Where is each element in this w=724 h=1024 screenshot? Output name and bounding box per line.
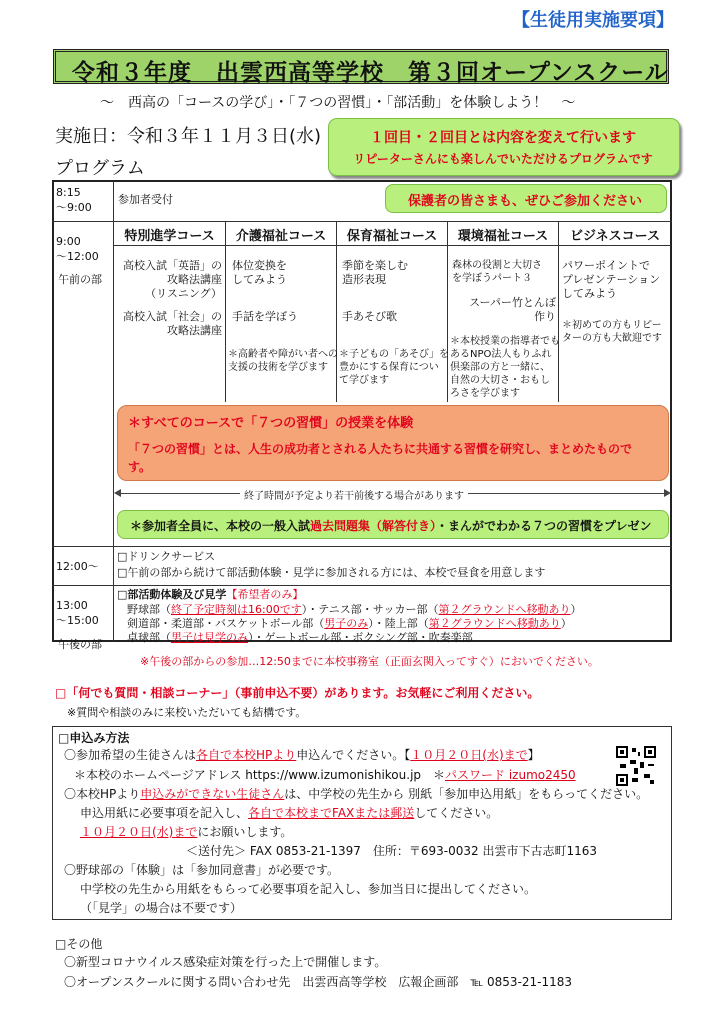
club-heading-note: 【希望者のみ】 bbox=[226, 588, 304, 601]
app-emphasis: 各自で本校までFAXまたは郵送 bbox=[248, 806, 415, 820]
morning-time: 9:00 ～12:00 bbox=[56, 235, 99, 263]
course-item: 手あそび歌 bbox=[342, 310, 397, 323]
club-text: ）・ゲートボール部・ボクシング部・吹奏楽部 bbox=[248, 631, 473, 644]
club-emphasis: 男子のみ bbox=[324, 617, 369, 630]
club-emphasis: 第２グラウンドへ移動あり bbox=[428, 617, 561, 630]
app-line1 bbox=[64, 748, 540, 762]
club-emphasis: 終了予定時刻は16:00です bbox=[171, 603, 302, 616]
app-deadline: １０月２０日(水)まで bbox=[410, 748, 528, 762]
club-text: ）・陸上部（ bbox=[368, 617, 429, 630]
notice-line1: １回目・２回目とは内容を変えて行います bbox=[370, 130, 636, 146]
course-item: 季節を楽しむ 造形表現 bbox=[342, 259, 408, 286]
habits-title: ＊すべてのコースで「７つの習慣」の授業を体験 bbox=[128, 416, 414, 431]
club-text: 剣道部・柔道部・バスケットボール部（ bbox=[127, 617, 325, 630]
qr-code-icon bbox=[616, 746, 656, 786]
row-divider bbox=[52, 546, 672, 547]
gift-line bbox=[130, 517, 652, 534]
club-text: ） bbox=[570, 603, 582, 616]
app-text: 申込んでください。【 bbox=[296, 748, 411, 762]
app-emphasis: 各自で本校HPより bbox=[196, 748, 297, 762]
app-line8: 中学校の先生から用紙をもらって必要事項を記入し、参加当日に提出してください。 bbox=[80, 882, 537, 896]
qa-corner: □「何でも質問・相談コーナー」（事前申込不要）があります。お気軽にご利用ください。 bbox=[55, 686, 540, 700]
lunch-line2: □午前の部から続けて部活動体験・見学に参加される方には、本校で昼食を用意します bbox=[117, 566, 546, 579]
qa-note: ※質問や相談のみに来校いただいても結構です。 bbox=[67, 706, 307, 719]
app-text: にお願いします。 bbox=[197, 825, 293, 839]
club-text: ） bbox=[560, 617, 572, 630]
course-note: ＊子どもの「あそび」を 豊かにする保育につい て学びます bbox=[339, 349, 449, 386]
app-line4 bbox=[80, 806, 498, 820]
reception-time: 8:15 ～9:00 bbox=[56, 186, 92, 214]
program-heading: プログラム bbox=[55, 158, 145, 179]
app-line2 bbox=[74, 768, 576, 782]
club-text: ）・テニス部・サッカー部（ bbox=[301, 603, 439, 616]
app-deadline: １０月２０日(水)まで bbox=[80, 825, 198, 839]
course-note: ＊高齢者や障がい者への 支援の技術を学びます bbox=[228, 349, 338, 373]
club-line3 bbox=[127, 631, 473, 645]
homepage-address: ＊本校のホームページアドレス https://www.izumonishikou.jp ＊ bbox=[74, 768, 446, 782]
club-heading bbox=[117, 588, 303, 602]
club-line1 bbox=[127, 603, 582, 617]
lunch-time: 12:00～ bbox=[56, 560, 99, 573]
row-divider bbox=[52, 221, 672, 222]
course-name-kaigo: 介護福祉コース bbox=[235, 229, 327, 244]
page-title: 令和３年度 出雲西高等学校 第３回オープンスクール bbox=[72, 60, 669, 86]
afternoon-arrival-note: ※午後の部からの参加…12:50までに本校事務室（正面玄関入ってすぐ）においでください。 bbox=[140, 655, 599, 668]
document-tag: 【生徒用実施要項】 bbox=[512, 10, 674, 31]
time-column-divider bbox=[113, 181, 114, 641]
club-text: 野球部（ bbox=[127, 603, 171, 616]
course-note: ＊本校授業の指導者でも あるNPO法人もりふれ 倶楽部の方と一緒に、 自然の大切さ・おもし ろさを学びます bbox=[450, 336, 560, 399]
guardian-note: 保護者の皆さまも、ぜひご参加ください bbox=[407, 194, 642, 209]
app-text: 〇本校HPより bbox=[64, 787, 141, 801]
app-text: 】 bbox=[527, 748, 540, 762]
app-text: は、中学校の先生から 別紙「参加申込用紙」をもらってください。 bbox=[284, 787, 649, 801]
other-heading: □その他 bbox=[55, 937, 103, 951]
course-item: 森林の役割と大切さ を学ぼうパート３ bbox=[452, 260, 542, 284]
afternoon-time: 13:00 ～15:00 bbox=[56, 599, 99, 627]
other-line1: 〇新型コロナウイルス感染症対策を行った上で開催します。 bbox=[64, 955, 387, 969]
application-heading: □申込み方法 bbox=[58, 731, 130, 745]
app-send-to: ＜送付先＞ FAX 0853-21-1397 住所：〒693-0032 出雲市下古志町1163 bbox=[186, 844, 597, 858]
app-line7: 〇野球部の「体験」は「参加同意書」が必要です。 bbox=[64, 863, 340, 877]
app-emphasis: 申込みができない生徒さん bbox=[140, 787, 285, 801]
app-text: 〇参加希望の生徒さんは bbox=[64, 748, 197, 762]
subtitle: ～ 西高の「コースの学び」・「７つの習慣」・「部活動」を体験しよう！ ～ bbox=[100, 95, 576, 111]
habits-description: 「７つの習慣」とは、人生の成功者とされる人たちに共通する習慣を研究し、まとめたもので す。 bbox=[128, 442, 633, 474]
course-item: 体位変換を してみよう bbox=[232, 259, 287, 286]
course-name-business: ビジネスコース bbox=[570, 229, 660, 244]
course-item: 高校入試「英語」の 攻略法講座 （リスニング） bbox=[123, 259, 222, 300]
course-item: パワーポイントで プレゼンテーション してみよう bbox=[562, 259, 661, 300]
app-text: 申込用紙に必要事項を記入し、 bbox=[80, 806, 249, 820]
lunch-line1: □ドリンクサービス bbox=[117, 550, 216, 563]
club-emphasis: 男子は見学のみ bbox=[171, 631, 248, 644]
contact-info: 〇オープンスクールに関する問い合わせ先 出雲西高等学校 広報企画部 ℡ 0853-21-1183 bbox=[64, 975, 573, 989]
password: パスワード izumo2450 bbox=[445, 768, 576, 782]
course-header-line bbox=[114, 245, 671, 246]
app-line3 bbox=[64, 787, 648, 801]
club-heading-text: □部活動体験及び見学 bbox=[117, 588, 227, 601]
morning-label: 午前の部 bbox=[58, 273, 102, 286]
arrow-right-icon bbox=[664, 489, 671, 497]
course-item: スーパー竹とんぼ 作り bbox=[469, 296, 556, 323]
gift-prefix: ＊参加者全員に、本校の一般入試 bbox=[130, 519, 311, 533]
club-emphasis: 第２グラウンドへ移動あり bbox=[438, 603, 571, 616]
course-divider bbox=[336, 222, 337, 402]
arrow-left-icon bbox=[114, 489, 121, 497]
row-divider bbox=[52, 585, 672, 586]
gift-highlight: 過去問題集（解答付き） bbox=[310, 519, 437, 533]
course-name-hoiku: 保育福祉コース bbox=[346, 229, 438, 244]
afternoon-label: 午後の部 bbox=[58, 638, 102, 651]
gift-suffix: ・まんがでわかる７つの習慣をプレゼン bbox=[436, 519, 652, 533]
app-line5 bbox=[80, 825, 292, 839]
course-item: 高校入試「社会」の 攻略法講座 bbox=[123, 310, 222, 337]
app-line9: （「見学」の場合は不要です） bbox=[80, 901, 243, 915]
course-name-kankyo: 環境福祉コース bbox=[457, 229, 549, 244]
club-line2 bbox=[127, 617, 572, 631]
notice-line2: リピーターさんにも楽しんでいただけるプログラムです bbox=[353, 152, 653, 166]
course-name-tokushin: 特別進学コース bbox=[124, 229, 215, 244]
course-note: ＊初めての方もリピー ターの方も大歓迎です bbox=[562, 320, 662, 344]
course-divider bbox=[225, 222, 226, 402]
club-text: 卓球部（ bbox=[127, 631, 171, 644]
reception-label: 参加者受付 bbox=[118, 193, 173, 206]
app-text: してください。 bbox=[414, 806, 499, 820]
course-item: 手話を学ぼう bbox=[232, 310, 298, 323]
event-date: 実施日：令和３年１１月３日(水) bbox=[55, 126, 322, 147]
end-time-note: 終了時間が予定より若干前後する場合があります bbox=[240, 487, 468, 502]
